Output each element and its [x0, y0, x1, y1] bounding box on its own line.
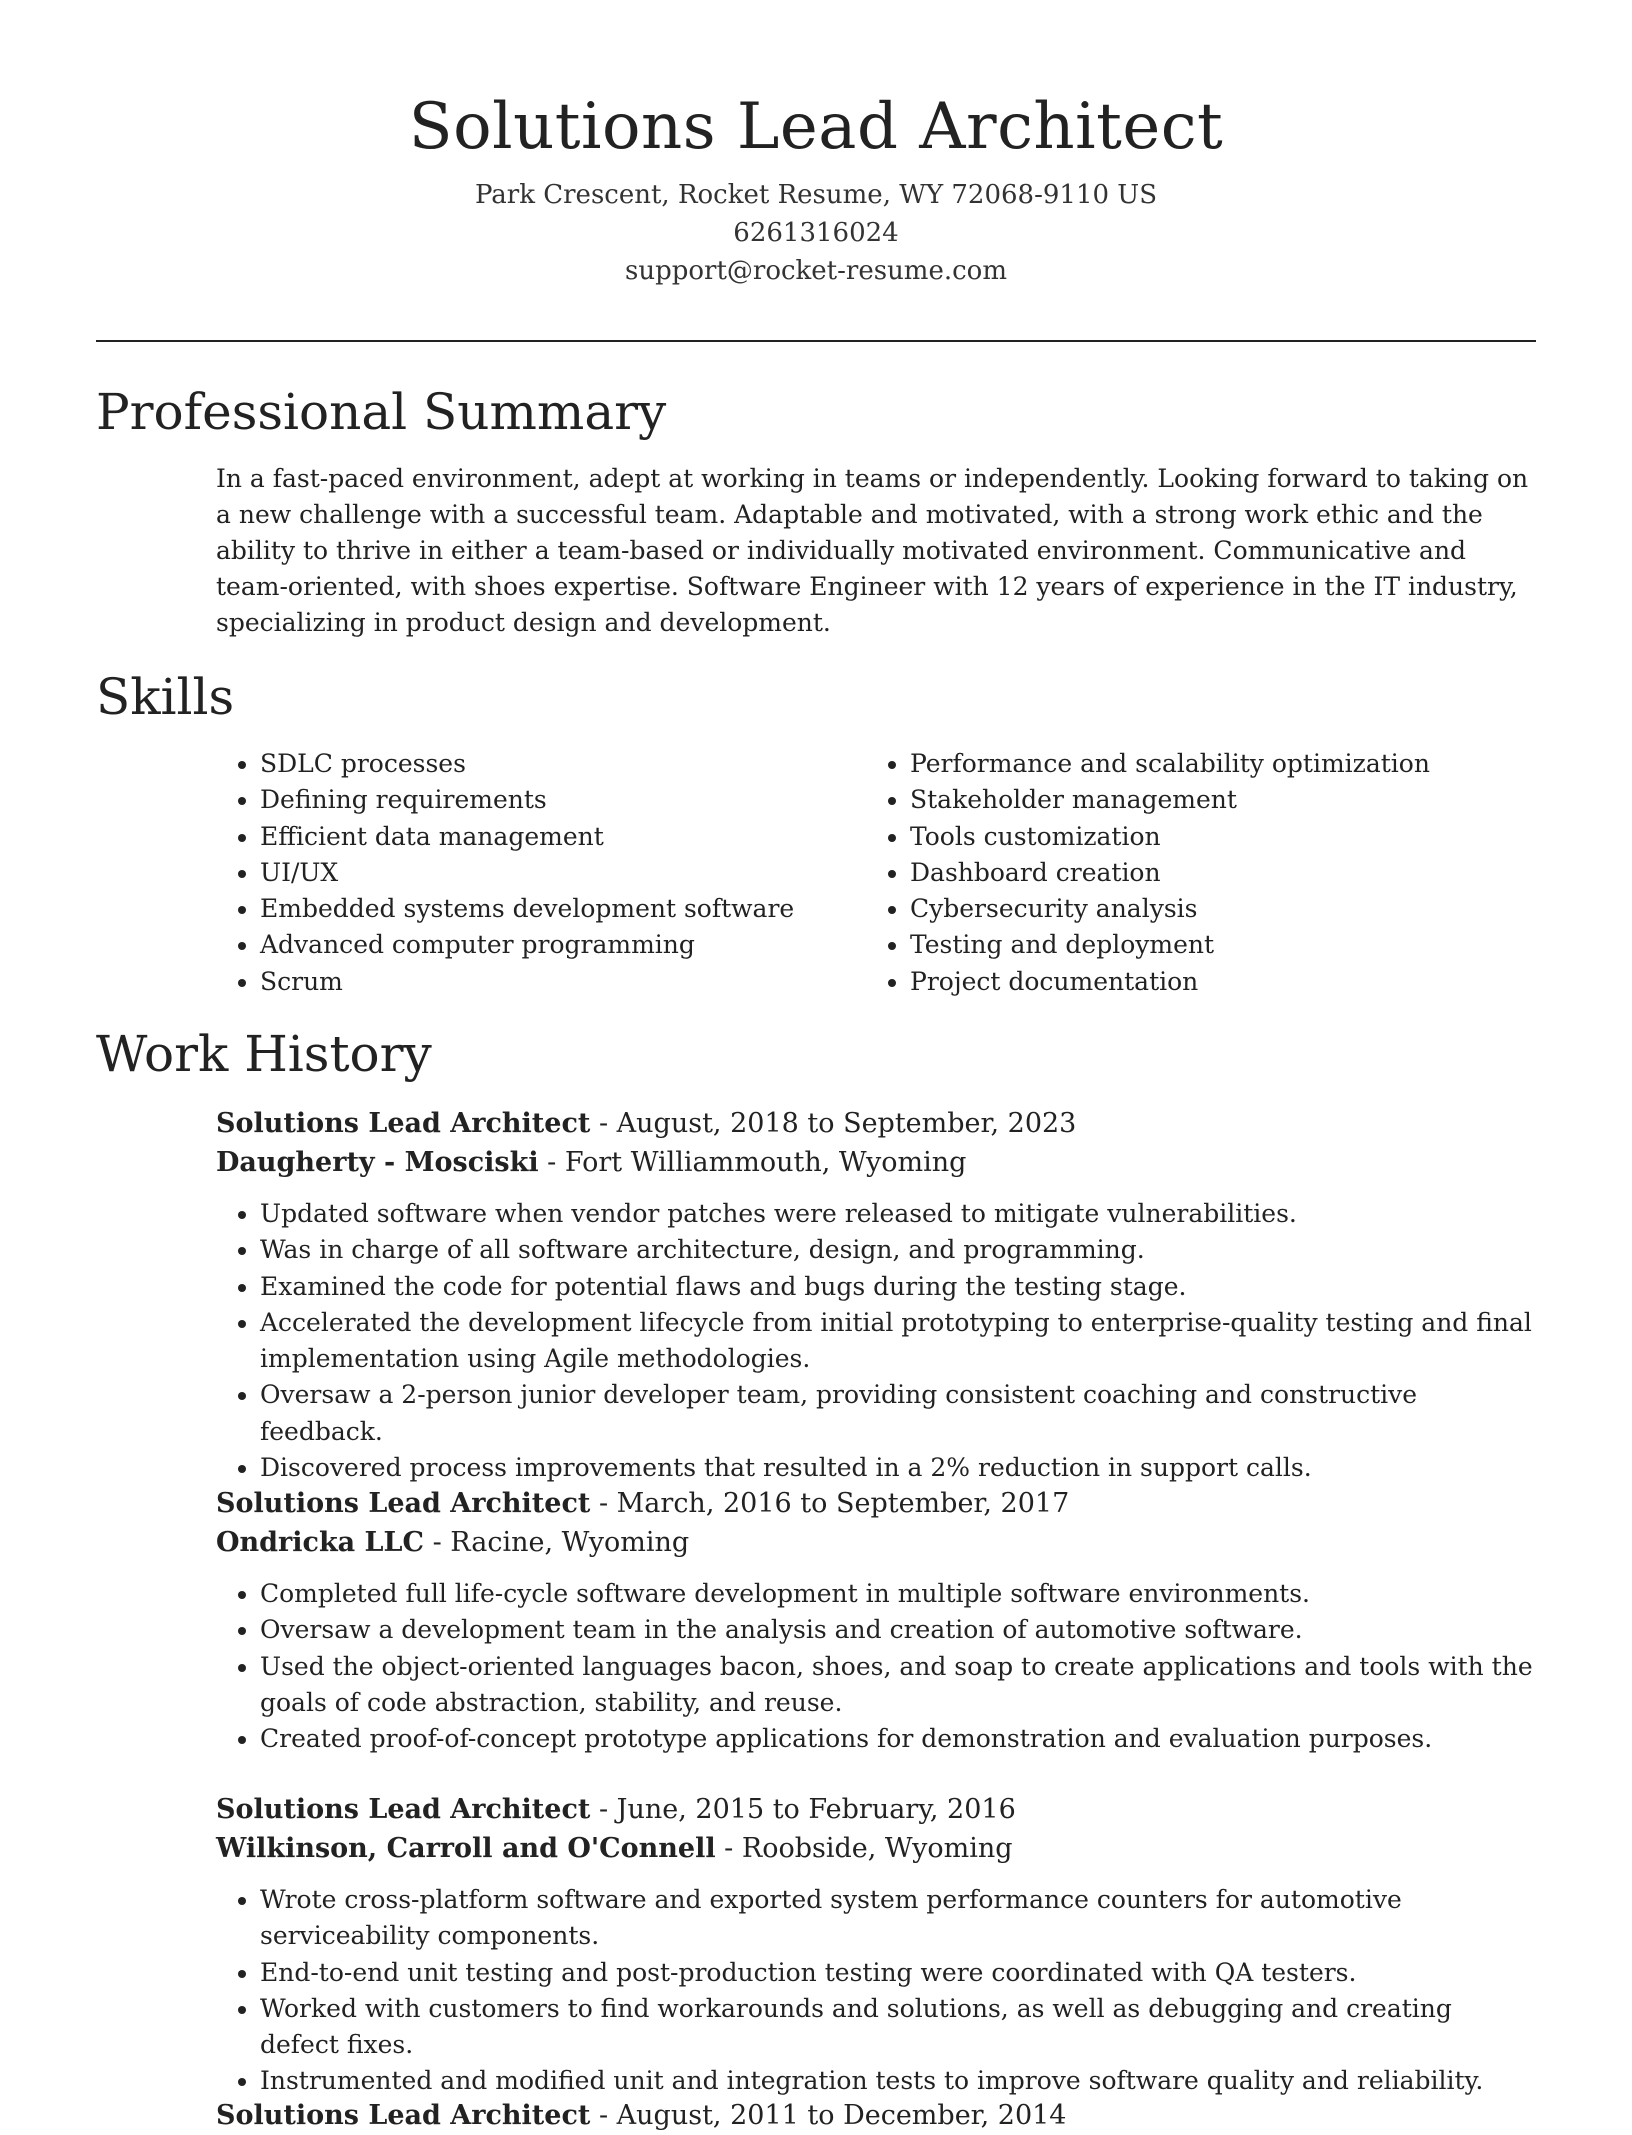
job-dates: - March, 2016 to September, 2017 [590, 1488, 1070, 1519]
job-dates: - June, 2015 to February, 2016 [590, 1794, 1016, 1825]
company-name: Ondricka LLC [216, 1527, 425, 1558]
skill-item: • Testing and deployment [910, 927, 1516, 963]
skills-column-right [866, 746, 1516, 1000]
job-title-line [216, 1790, 1536, 1829]
job-company-line [216, 1523, 1536, 1562]
phone-number: 6261316024 [733, 218, 899, 248]
skill-item: • Dashboard creation [910, 855, 1516, 891]
skill-item: • Stakeholder management [910, 782, 1516, 818]
job-title-line [216, 1104, 1536, 1143]
job-bullet: • Wrote cross-platform software and exported system performance counters for automotive serviceability components. [260, 1882, 1536, 1955]
job-title: Solutions Lead Architect [216, 1108, 591, 1139]
job-entry [216, 1790, 1536, 2100]
job-title: Solutions Lead Architect [216, 1794, 591, 1825]
address: Park Crescent, Rocket Resume, WY 72068-9110 US [474, 180, 1158, 210]
skill-item: • Project documentation [910, 964, 1516, 1000]
job-bullet: • Accelerated the development lifecycle from initial prototyping to enterprise-quality testing and final implementation using Agile methodologies. [260, 1305, 1536, 1378]
skills-list [216, 746, 1536, 1000]
job-bullet: • Discovered process improvements that resulted in a 2% reduction in support calls. [260, 1450, 1536, 1486]
skill-item: • Advanced computer programming [260, 927, 866, 963]
contact-block [0, 176, 1632, 290]
skill-item: • Efficient data management [260, 819, 866, 855]
job-company-line [216, 1143, 1536, 1182]
job-bullet: • Examined the code for potential flaws and bugs during the testing stage. [260, 1269, 1536, 1305]
summary-text: In a fast-paced environment, adept at working in teams or independently. Looking forward to taking on a new challenge with a successful team. Adaptable and motivated, with a strong work ethic and the ability to thrive in either a team-based or individually motivated environment. Communicative and team-oriented, with shoes expertise. Software Engineer with 12 years of experience in the IT industry, specializing in product design and development. [216, 464, 1529, 637]
company-name: Daugherty - Mosciski [216, 1147, 539, 1178]
job-bullet: • End-to-end unit testing and post-production testing were coordinated with QA testers. [260, 1955, 1536, 1991]
job-bullet: • Oversaw a 2-person junior developer team, providing consistent coaching and constructive feedback. [260, 1377, 1536, 1450]
section-title-work-history: Work History [96, 1025, 432, 1083]
job-bullet: • Instrumented and modified unit and integration tests to improve software quality and reliability. [260, 2063, 1536, 2099]
job-dates: - August, 2011 to December, 2014 [590, 2100, 1067, 2131]
job-title: Solutions Lead Architect [216, 2100, 591, 2131]
skill-item: • Scrum [260, 964, 866, 1000]
job-title-line [216, 2096, 1536, 2135]
job-title: Solutions Lead Architect [216, 1488, 591, 1519]
job-bullet: • Created proof-of-concept prototype applications for demonstration and evaluation purposes. [260, 1721, 1536, 1757]
job-entry [216, 1484, 1536, 1757]
job-entry [216, 2096, 1536, 2135]
skill-item: • Defining requirements [260, 782, 866, 818]
job-bullet: • Was in charge of all software architecture, design, and programming. [260, 1232, 1536, 1268]
skill-item: • SDLC processes [260, 746, 866, 782]
job-bullet: • Completed full life-cycle software development in multiple software environments. [260, 1576, 1536, 1612]
job-title-line [216, 1484, 1536, 1523]
skills-column-left [216, 746, 866, 1000]
job-bullets [216, 1882, 1536, 2100]
job-location: - Racine, Wyoming [424, 1527, 690, 1558]
section-title-summary: Professional Summary [96, 383, 667, 441]
job-entry [216, 1104, 1536, 1486]
section-title-skills: Skills [96, 668, 235, 726]
header-divider [96, 340, 1536, 342]
job-bullet: • Oversaw a development team in the analysis and creation of automotive software. [260, 1612, 1536, 1648]
job-company-line [216, 1829, 1536, 1868]
skill-item: • UI/UX [260, 855, 866, 891]
job-location: - Fort Williammouth, Wyoming [538, 1147, 967, 1178]
company-name: Wilkinson, Carroll and O'Connell [216, 1833, 716, 1864]
skill-item: • Tools customization [910, 819, 1516, 855]
skill-item: • Embedded systems development software [260, 891, 866, 927]
email-address: support@rocket-resume.com [624, 256, 1007, 286]
job-bullets [216, 1196, 1536, 1486]
job-bullets [216, 1576, 1536, 1757]
job-bullet: • Updated software when vendor patches were released to mitigate vulnerabilities. [260, 1196, 1536, 1232]
job-bullet: • Used the object-oriented languages bacon, shoes, and soap to create applications and tools with the goals of code abstraction, stability, and reuse. [260, 1649, 1536, 1722]
skill-item: • Performance and scalability optimization [910, 746, 1516, 782]
resume-header [0, 84, 1632, 290]
job-dates: - August, 2018 to September, 2023 [590, 1108, 1077, 1139]
candidate-name: Solutions Lead Architect [408, 90, 1224, 164]
skill-item: • Cybersecurity analysis [910, 891, 1516, 927]
job-bullet: • Worked with customers to find workarounds and solutions, as well as debugging and creating defect fixes. [260, 1991, 1536, 2064]
job-location: - Roobside, Wyoming [715, 1833, 1013, 1864]
